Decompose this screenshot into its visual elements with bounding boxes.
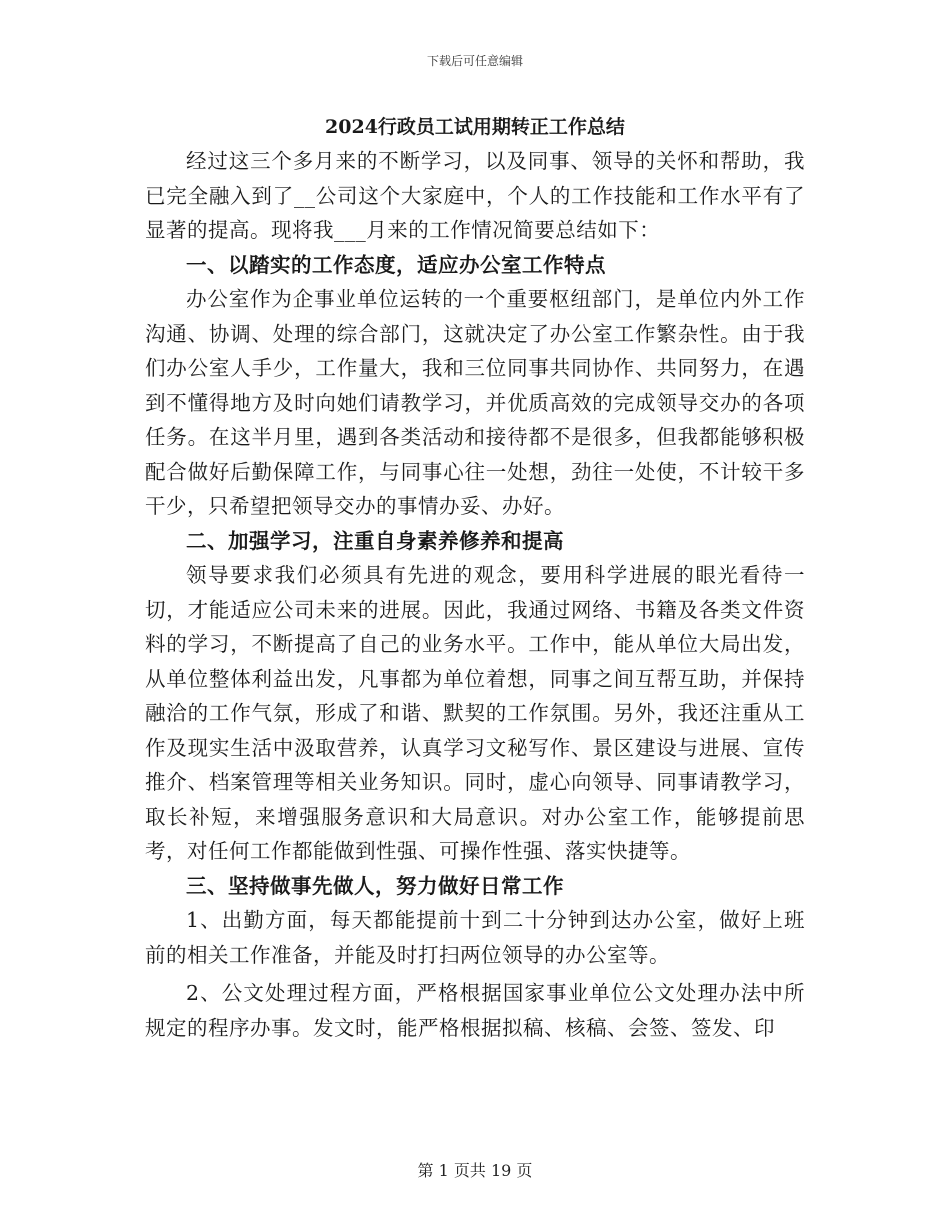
page-footer: 第 1 页共 19 页 xyxy=(417,1161,533,1180)
section-heading-2: 二、加强学习，注重自身素养修养和提高 xyxy=(186,528,564,553)
paragraph-intro: 经过这三个多月来的不断学习，以及同事、领导的关怀和帮助，我已完全融入到了__公司这个大家庭中，个人的工作技能和工作水平有了显著的提高。现将我___月来的工作情况简要总结如下： xyxy=(145,149,805,242)
document-title: 2024行政员工试用期转正工作总结 xyxy=(325,116,625,138)
section-heading-1: 一、以踏实的工作态度，适应办公室工作特点 xyxy=(186,252,606,277)
paragraph-section-1: 办公室作为企事业单位运转的一个重要枢纽部门，是单位内外工作沟通、协调、处理的综合部门，这就决定了办公室工作繁杂性。由于我们办公室人手少，工作量大，我和三位同事共同协作、共同努力，在遇到不懂得地方及时向她们请教学习，并优质高效的完成领导交办的各项任务。在这半月里，遇到各类活动和接待都不是很多，但我都能够积极配合做好后勤保障工作，与同事心往一处想，劲往一处使，不计较干多干少，只希望把领导交办的事情办妥、办好。 xyxy=(145,287,805,518)
page-header: 下载后可任意编辑 xyxy=(426,54,523,68)
paragraph-attendance: 1、出勤方面，每天都能提前十到二十分钟到达办公室，做好上班前的相关工作准备，并能及时打扫两位领导的办公室等。 xyxy=(145,908,805,967)
paragraph-section-2: 领导要求我们必须具有先进的观念，要用科学进展的眼光看待一切，才能适应公司未来的进展。因此，我通过网络、书籍及各类文件资料的学习，不断提高了自己的业务水平。工作中，能从单位大局出发，从单位整体利益出发，凡事都为单位着想，同事之间互帮互助，并保持融洽的工作气氛，形成了和谐、默契的工作氛围。另外，我还注重从工作及现实生活中汲取营养，认真学习文秘写作、景区建设与进展、宣传推介、档案管理等相关业务知识。同时，虚心向领导、同事请教学习，取长补短，来增强服务意识和大局意识。对办公室工作，能够提前思考，对任何工作都能做到性强、可操作性强、落实快捷等。 xyxy=(145,563,805,863)
document-body xyxy=(145,110,805,1045)
paragraph-document-handling: 2、公文处理过程方面，严格根据国家事业单位公文处理办法中所规定的程序办事。发文时，能严格根据拟稿、核稿、会签、签发、印 xyxy=(145,981,805,1040)
section-heading-3: 三、坚持做事先做人，努力做好日常工作 xyxy=(186,873,564,898)
